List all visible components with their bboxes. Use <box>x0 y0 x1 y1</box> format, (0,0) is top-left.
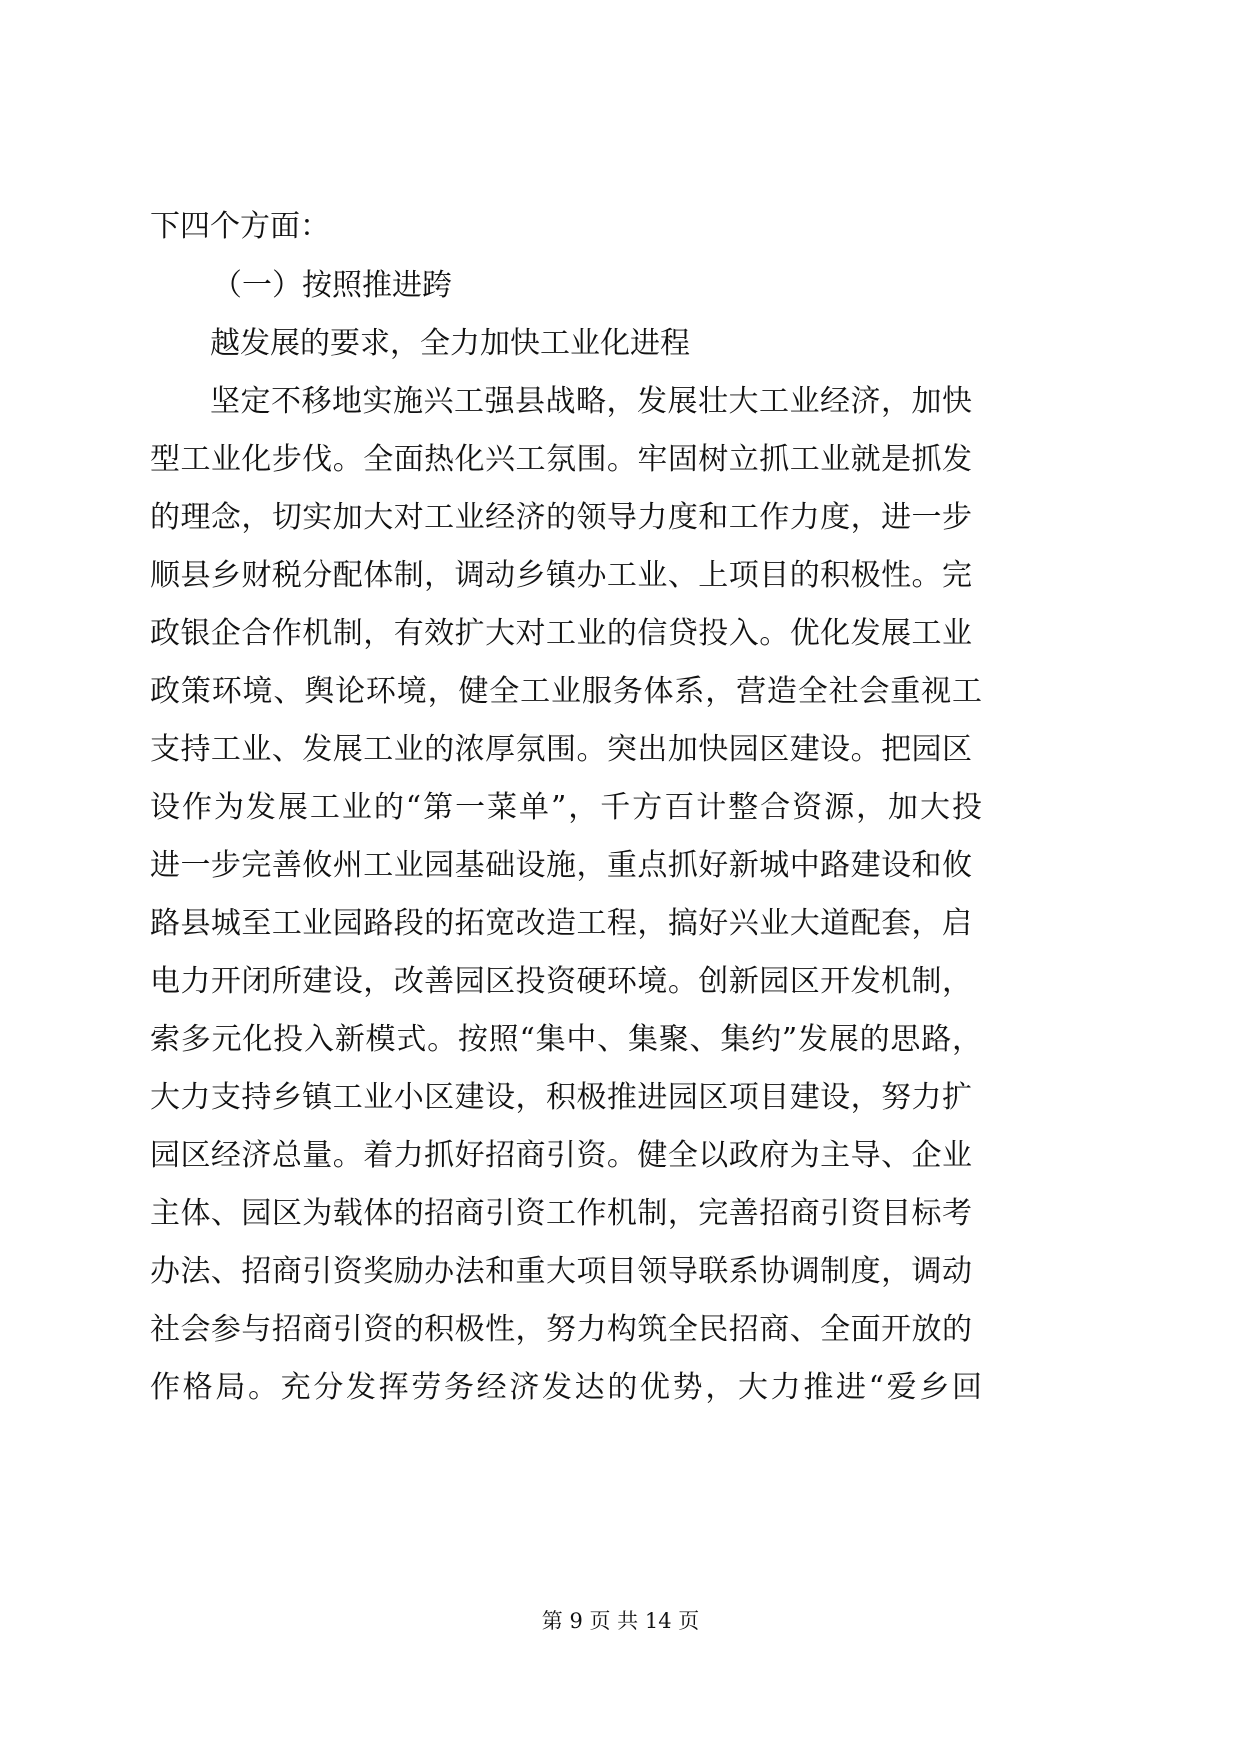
paragraph-line-14: 园区经济总量。着力抓好招商引资。健全以政府为主导、企业 <box>150 1138 972 1173</box>
paragraph-line-2: 型工业化步伐。全面热化兴工氛围。牢固树立抓工业就是抓发 <box>150 442 972 477</box>
paragraph-line-18: 作格局。充分发挥劳务经济发达的优势，大力推进“爱乡回 <box>150 1370 982 1405</box>
paragraph-line-9: 进一步完善攸州工业园基础设施，重点抓好新城中路建设和攸 <box>150 848 972 883</box>
paragraph-line-13: 大力支持乡镇工业小区建设，积极推进园区项目建设，努力扩 <box>150 1080 972 1115</box>
paragraph-line-8: 设作为发展工业的“第一菜单”，千方百计整合资源，加大投 <box>150 790 982 825</box>
paragraph-line-1: 坚定不移地实施兴工强县战略，发展壮大工业经济，加快 <box>210 384 972 419</box>
paragraph-line-6: 政策环境、舆论环境，健全工业服务体系，营造全社会重视工 <box>150 674 982 709</box>
paragraph-line-17: 社会参与招商引资的积极性，努力构筑全民招商、全面开放的 <box>150 1312 972 1347</box>
paragraph-line-10: 路县城至工业园路段的拓宽改造工程，搞好兴业大道配套，启 <box>150 906 972 941</box>
paragraph-line-16: 办法、招商引资奖励办法和重大项目领导联系协调制度，调动 <box>150 1254 972 1289</box>
paragraph-line-3: 的理念，切实加大对工业经济的领导力度和工作力度，进一步 <box>150 500 972 535</box>
paragraph-line-5: 政银企合作机制，有效扩大对工业的信贷投入。优化发展工业 <box>150 616 972 651</box>
paragraph-line-7: 支持工业、发展工业的浓厚氛围。突出加快园区建设。把园区 <box>150 732 972 767</box>
page-number-footer: 第 9 页 共 14 页 <box>541 1609 700 1633</box>
paragraph-line-15: 主体、园区为载体的招商引资工作机制，完善招商引资目标考 <box>150 1196 972 1231</box>
section-heading-2: 越发展的要求，全力加快工业化进程 <box>210 326 690 361</box>
section-heading-1: （一）按照推进跨 <box>212 268 452 303</box>
paragraph-line-12: 索多元化投入新模式。按照“集中、集聚、集约”发展的思路， <box>150 1022 982 1057</box>
paragraph-line-4: 顺县乡财税分配体制，调动乡镇办工业、上项目的积极性。完 <box>150 558 972 593</box>
paragraph-line-11: 电力开闭所建设，改善园区投资硬环境。创新园区开发机制， <box>150 964 972 999</box>
text-line-1: 下四个方面： <box>150 209 330 244</box>
